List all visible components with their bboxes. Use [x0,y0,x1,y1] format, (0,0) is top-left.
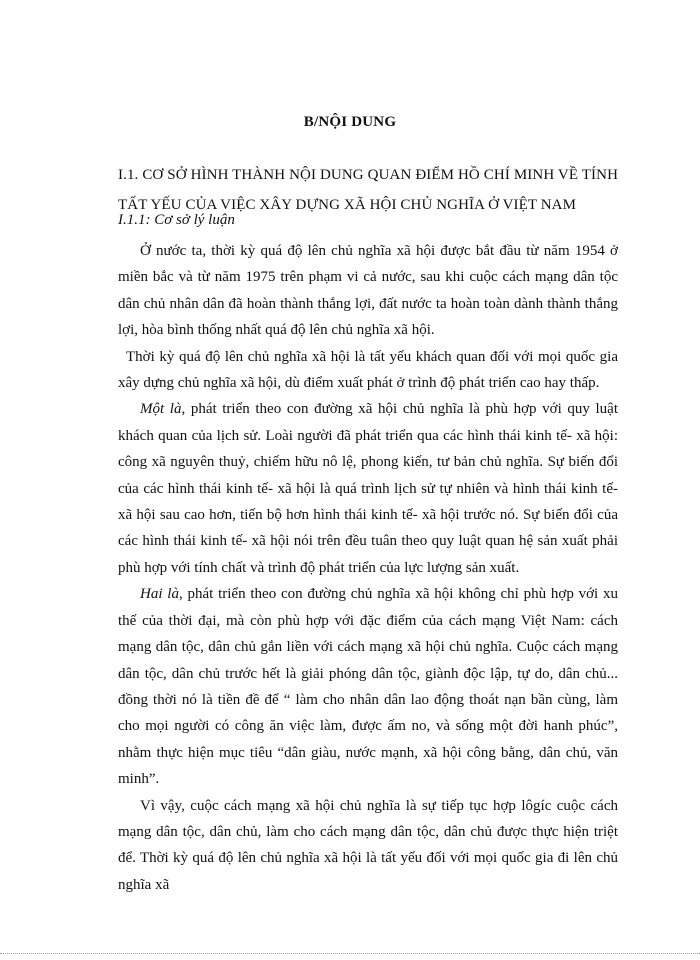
paragraph-3-lead: Một là [140,401,182,418]
page-heading: B/NỘI DUNG [303,114,397,130]
body-text [118,238,618,898]
paragraph-3 [118,396,618,581]
paragraph-4-text: , phát triển theo con đường chủ nghĩa xã hội không chỉ phù hợp với xu thế của thời đại, mà còn phù hợp với đặc điểm của cách mạng Việt Nam: cách mạng dân tộc, dân chủ gắn liền với cách mạng xã hội chủ nghĩa. Cuộc cách mạng dân tộc, dân chủ trước hết là giải phóng dân tộc, giành độc lập, tự do, dân chủ... đồng thời nó là tiền đề để “ làm cho nhân dân lao động thoát nạn bần cùng, làm cho mọi người có công ăn việc làm, được ấm no, và sống một đời hanh phúc”, nhằm thực hiện mục tiêu “dân giàu, nước mạnh, xã hội công bằng, dân chủ, văn minh”. [118,586,618,788]
paragraph-4 [118,581,618,792]
paragraph-1: Ở nước ta, thời kỳ quá độ lên chủ nghĩa xã hội được bắt đầu từ năm 1954 ở miền bắc và từ năm 1975 trên phạm vi cả nước, sau khi cuộc cách mạng dân tộc dân chủ nhân dân đã hoàn thành thắng lợi, đất nước ta hoàn toàn dành thành thắng lợi, hòa bình thống nhất quá độ lên chủ nghĩa xã hội. [118,243,618,339]
paragraph-4-lead: Hai là [140,586,179,603]
subsection-title: I.1.1: Cơ sở lý luận [118,212,235,228]
section-title-line-2: TẤT YẾU CỦA VIỆC XÂY DỰNG XÃ HỘI CHỦ NGHĨA Ở VIỆT NAM [118,197,577,213]
paragraph-3-text: , phát triển theo con đường xã hội chủ nghĩa là phù hợp với quy luật khách quan của lịch sử. Loài người đã phát triển qua các hình thái kinh tế- xã hội: công xã nguyên thuỷ, chiếm hữu nô lệ, phong kiến, tư bản chủ nghĩa. Sự biến đổi của các hình thái kinh tế- xã hội là quá trình lịch sử tự nhiên và hình thái kinh tế- xã hội sau cao hơn, tiến bộ hơn hình thái kinh tế- xã hội trước nó. Sự biến đổi của các hình thái kinh tế- xã hội nói trên đều tuân theo quy luật quan hệ sản xuất phải phù hợp với tính chất và trình độ phát triển của lực lượng sản xuất. [118,401,618,576]
paragraph-2: Thời kỳ quá độ lên chủ nghĩa xã hội là tất yếu khách quan đối với mọi quốc gia xây dựng chủ nghĩa xã hội, dù điểm xuất phát ở trình độ phát triển cao hay thấp. [118,348,618,392]
section-title [118,160,618,220]
paragraph-5: Vì vậy, cuộc cách mạng xã hội chủ nghĩa là sự tiếp tục hợp lôgíc cuộc cách mạng dân tộc, dân chủ, làm cho cách mạng dân tộc, dân chủ được thực hiện triệt để. Thời kỳ quá độ lên chủ nghĩa xã hội là tất yếu đối với mọi quốc gia đi lên chủ nghĩa xã [118,797,618,893]
page-bottom-border [0,953,700,954]
section-title-line-1: I.1. CƠ SỞ HÌNH THÀNH NỘI DUNG QUAN ĐIỂM HỒ CHÍ MINH VỀ TÍNH [118,167,618,183]
